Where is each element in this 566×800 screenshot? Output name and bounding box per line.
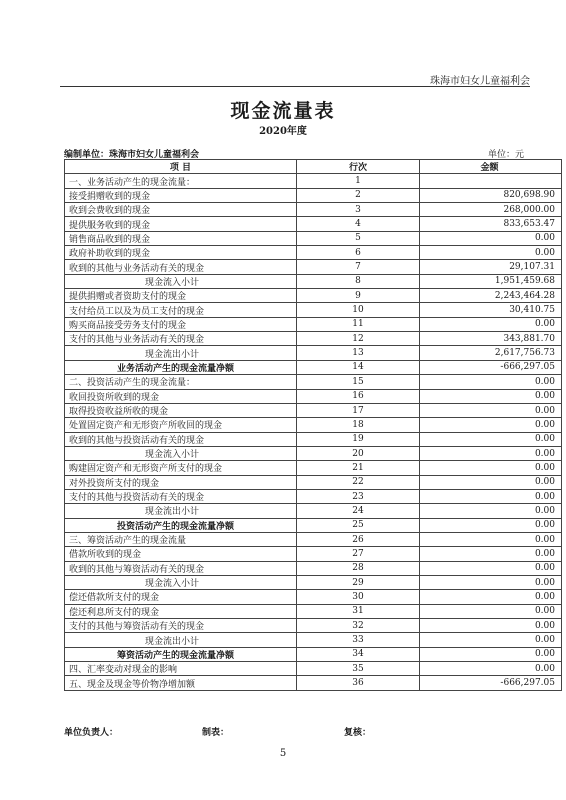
row-item-label: 销售商品收到的现金 xyxy=(65,231,297,245)
row-amount: 0.00 xyxy=(420,317,562,331)
column-header-item: 项 目 xyxy=(65,160,297,174)
row-item-label: 支付给员工以及为员工支付的现金 xyxy=(65,303,297,317)
table-row xyxy=(65,389,562,403)
table-row xyxy=(65,575,562,589)
row-amount: 0.00 xyxy=(420,446,562,460)
row-line-number: 28 xyxy=(297,561,420,575)
row-line-number: 33 xyxy=(297,633,420,647)
table-row xyxy=(65,475,562,489)
row-item-label: 业务活动产生的现金流量净额 xyxy=(65,360,297,374)
table-row xyxy=(65,260,562,274)
row-amount: 0.00 xyxy=(420,504,562,518)
row-item-label: 处置固定资产和无形资产所收回的现金 xyxy=(65,418,297,432)
row-item-label: 偿还借款所支付的现金 xyxy=(65,590,297,604)
row-item-label: 提供捐赠或者资助支付的现金 xyxy=(65,289,297,303)
row-amount: 0.00 xyxy=(420,231,562,245)
row-line-number: 6 xyxy=(297,246,420,260)
row-line-number: 34 xyxy=(297,647,420,661)
row-amount: 0.00 xyxy=(420,647,562,661)
table-row xyxy=(65,604,562,618)
row-line-number: 32 xyxy=(297,619,420,633)
signature-preparer: 制表： xyxy=(202,728,230,738)
row-line-number: 3 xyxy=(297,203,420,217)
row-line-number: 29 xyxy=(297,575,420,589)
row-amount: 0.00 xyxy=(420,489,562,503)
table-row xyxy=(65,246,562,260)
table-row xyxy=(65,647,562,661)
row-amount: 0.00 xyxy=(420,633,562,647)
row-line-number: 35 xyxy=(297,662,420,676)
row-line-number: 17 xyxy=(297,403,420,417)
row-item-label: 购买商品接受劳务支付的现金 xyxy=(65,317,297,331)
row-amount: 0.00 xyxy=(420,532,562,546)
row-line-number: 14 xyxy=(297,360,420,374)
table-row xyxy=(65,217,562,231)
compiler-unit: 编制单位：珠海市妇女儿童福利会 xyxy=(64,150,200,160)
row-amount: 343,881.70 xyxy=(420,332,562,346)
row-amount: 0.00 xyxy=(420,403,562,417)
row-amount: 0.00 xyxy=(420,461,562,475)
row-line-number: 36 xyxy=(297,676,420,690)
row-line-number: 9 xyxy=(297,289,420,303)
row-amount: 0.00 xyxy=(420,662,562,676)
row-amount xyxy=(420,174,562,188)
row-line-number: 13 xyxy=(297,346,420,360)
row-item-label: 支付的其他与业务活动有关的现金 xyxy=(65,332,297,346)
table-row xyxy=(65,461,562,475)
table-row xyxy=(65,360,562,374)
row-item-label: 提供服务收到的现金 xyxy=(65,217,297,231)
header-rule xyxy=(60,86,530,87)
table-row xyxy=(65,619,562,633)
report-year: 2020年度 xyxy=(259,126,307,137)
row-line-number: 22 xyxy=(297,475,420,489)
table-row xyxy=(65,504,562,518)
row-amount: 820,698.90 xyxy=(420,188,562,202)
table-row xyxy=(65,174,562,188)
row-item-label: 对外投资所支付的现金 xyxy=(65,475,297,489)
table-row xyxy=(65,432,562,446)
row-line-number: 21 xyxy=(297,461,420,475)
table-row xyxy=(65,317,562,331)
row-item-label: 投资活动产生的现金流量净额 xyxy=(65,518,297,532)
row-line-number: 30 xyxy=(297,590,420,604)
signature-reviewer: 复核： xyxy=(344,728,372,738)
row-amount: 0.00 xyxy=(420,389,562,403)
row-item-label: 购建固定资产和无形资产所支付的现金 xyxy=(65,461,297,475)
table-row xyxy=(65,231,562,245)
row-line-number: 2 xyxy=(297,188,420,202)
row-amount: 0.00 xyxy=(420,518,562,532)
row-item-label: 收到的其他与业务活动有关的现金 xyxy=(65,260,297,274)
row-item-label: 收到的其他与投资活动有关的现金 xyxy=(65,432,297,446)
row-amount: 0.00 xyxy=(420,604,562,618)
row-line-number: 18 xyxy=(297,418,420,432)
table-row xyxy=(65,375,562,389)
table-row xyxy=(65,547,562,561)
currency-unit: 单位：元 xyxy=(487,150,524,160)
table-row xyxy=(65,590,562,604)
table-row xyxy=(65,561,562,575)
table-row xyxy=(65,274,562,288)
row-item-label: 偿还利息所支付的现金 xyxy=(65,604,297,618)
row-item-label: 二、投资活动产生的现金流量： xyxy=(65,375,297,389)
row-amount: 0.00 xyxy=(420,561,562,575)
row-item-label: 现金流出小计 xyxy=(65,504,297,518)
table-row xyxy=(65,332,562,346)
table-row xyxy=(65,518,562,532)
row-line-number: 4 xyxy=(297,217,420,231)
cash-flow-table xyxy=(64,159,562,691)
row-amount: 0.00 xyxy=(420,246,562,260)
table-row xyxy=(65,489,562,503)
row-item-label: 现金流入小计 xyxy=(65,274,297,288)
row-amount: 268,000.00 xyxy=(420,203,562,217)
table-row xyxy=(65,418,562,432)
row-amount: -666,297.05 xyxy=(420,360,562,374)
row-line-number: 20 xyxy=(297,446,420,460)
row-amount: 1,951,459.68 xyxy=(420,274,562,288)
row-item-label: 支付的其他与投资活动有关的现金 xyxy=(65,489,297,503)
table-row xyxy=(65,346,562,360)
row-amount: 0.00 xyxy=(420,418,562,432)
table-row xyxy=(65,532,562,546)
table-row xyxy=(65,303,562,317)
row-amount: 29,107.31 xyxy=(420,260,562,274)
row-amount: 0.00 xyxy=(420,619,562,633)
row-amount: 833,653.47 xyxy=(420,217,562,231)
row-item-label: 现金流入小计 xyxy=(65,446,297,460)
row-amount: 0.00 xyxy=(420,475,562,489)
table-row xyxy=(65,188,562,202)
row-line-number: 31 xyxy=(297,604,420,618)
row-amount: 0.00 xyxy=(420,432,562,446)
row-item-label: 现金流出小计 xyxy=(65,633,297,647)
table-header-row xyxy=(65,160,562,174)
row-item-label: 五、现金及现金等价物净增加额 xyxy=(65,676,297,690)
row-item-label: 支付的其他与筹资活动有关的现金 xyxy=(65,619,297,633)
row-line-number: 27 xyxy=(297,547,420,561)
column-header-line-no: 行次 xyxy=(297,160,420,174)
row-line-number: 12 xyxy=(297,332,420,346)
column-header-amount: 金额 xyxy=(420,160,562,174)
table-row xyxy=(65,446,562,460)
row-line-number: 8 xyxy=(297,274,420,288)
table-row xyxy=(65,676,562,690)
row-line-number: 10 xyxy=(297,303,420,317)
row-item-label: 现金流出小计 xyxy=(65,346,297,360)
table-row xyxy=(65,662,562,676)
row-amount: 30,410.75 xyxy=(420,303,562,317)
row-amount: 2,243,464.28 xyxy=(420,289,562,303)
row-item-label: 筹资活动产生的现金流量净额 xyxy=(65,647,297,661)
row-item-label: 四、汇率变动对现金的影响 xyxy=(65,662,297,676)
row-amount: 0.00 xyxy=(420,590,562,604)
row-line-number: 15 xyxy=(297,375,420,389)
row-line-number: 1 xyxy=(297,174,420,188)
row-item-label: 取得投资收益所收的现金 xyxy=(65,403,297,417)
row-amount: 0.00 xyxy=(420,375,562,389)
row-line-number: 16 xyxy=(297,389,420,403)
signature-responsible: 单位负责人： xyxy=(64,728,119,738)
row-item-label: 现金流入小计 xyxy=(65,575,297,589)
row-line-number: 19 xyxy=(297,432,420,446)
row-line-number: 11 xyxy=(297,317,420,331)
row-line-number: 23 xyxy=(297,489,420,503)
row-line-number: 25 xyxy=(297,518,420,532)
row-amount: -666,297.05 xyxy=(420,676,562,690)
row-line-number: 5 xyxy=(297,231,420,245)
table-row xyxy=(65,633,562,647)
row-item-label: 收到的其他与筹资活动有关的现金 xyxy=(65,561,297,575)
row-amount: 0.00 xyxy=(420,547,562,561)
table-row xyxy=(65,403,562,417)
row-item-label: 三、筹资活动产生的现金流量 xyxy=(65,532,297,546)
row-item-label: 接受捐赠收到的现金 xyxy=(65,188,297,202)
row-line-number: 7 xyxy=(297,260,420,274)
table-body xyxy=(65,174,562,690)
row-amount: 2,617,756.73 xyxy=(420,346,562,360)
page-title: 现金流量表 xyxy=(230,100,336,122)
row-item-label: 一、业务活动产生的现金流量： xyxy=(65,174,297,188)
row-line-number: 24 xyxy=(297,504,420,518)
header-org-name: 珠海市妇女儿童福利会 xyxy=(430,76,530,87)
row-amount: 0.00 xyxy=(420,575,562,589)
page-number: 5 xyxy=(279,748,287,759)
row-item-label: 政府补助收到的现金 xyxy=(65,246,297,260)
row-item-label: 收到会费收到的现金 xyxy=(65,203,297,217)
table-row xyxy=(65,289,562,303)
row-line-number: 26 xyxy=(297,532,420,546)
table-row xyxy=(65,203,562,217)
row-item-label: 借款所收到的现金 xyxy=(65,547,297,561)
row-item-label: 收回投资所收到的现金 xyxy=(65,389,297,403)
